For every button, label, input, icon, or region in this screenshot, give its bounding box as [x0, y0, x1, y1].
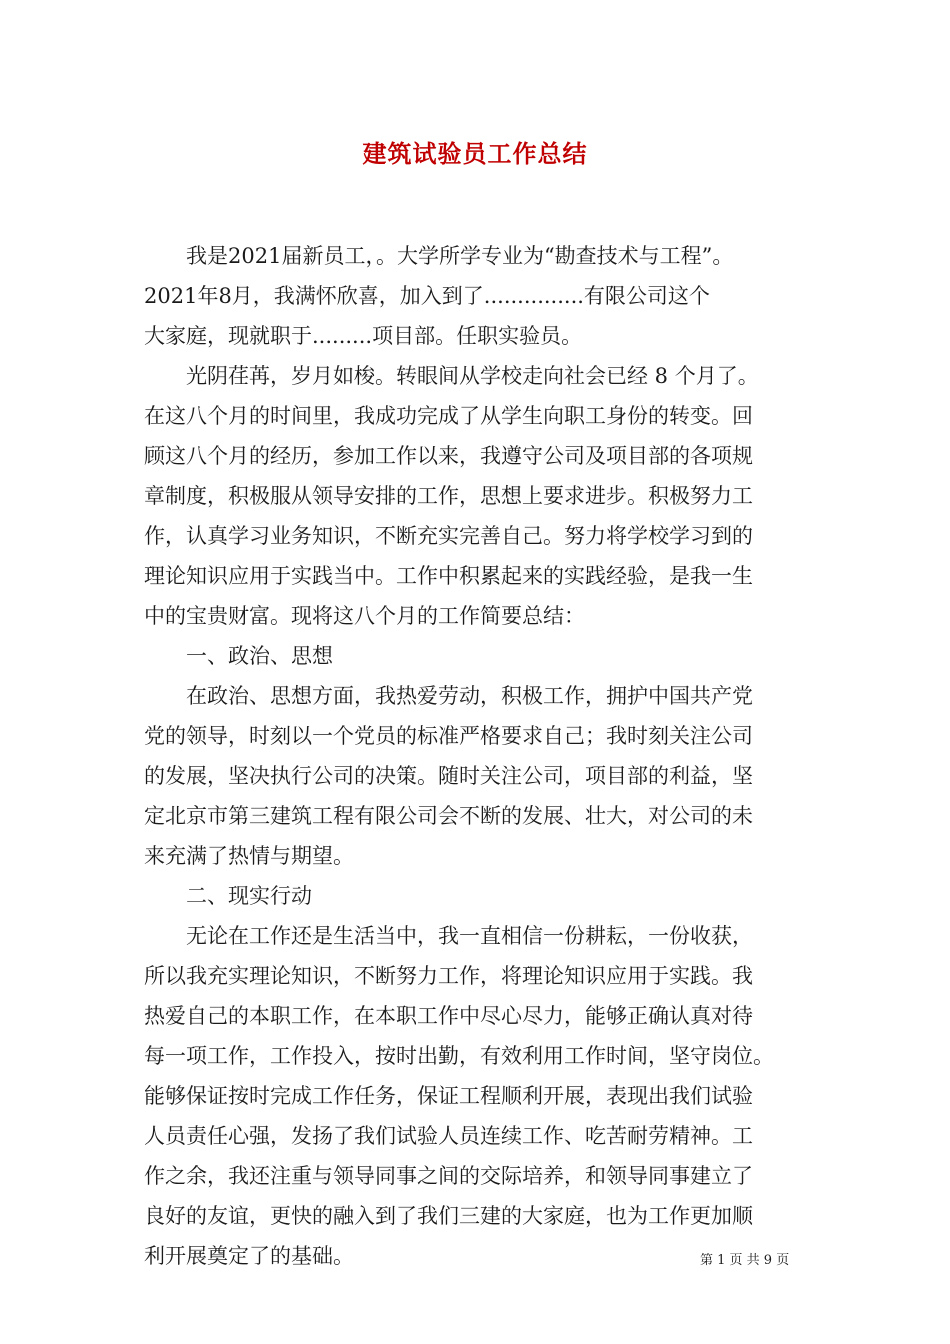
- section-heading: 一、政治、思想: [144, 644, 333, 668]
- document-title: 建筑试验员工作总结: [362, 139, 588, 168]
- body-line: 的发展，坚决执行公司的决策。随时关注公司，项目部的利益，坚: [144, 764, 753, 788]
- body-line: 定北京市第三建筑工程有限公司会不断的发展、壮大，对公司的未: [144, 804, 753, 828]
- body-line: 在政治、思想方面，我热爱劳动，积极工作，拥护中国共产党: [144, 684, 753, 708]
- body-line: 无论在工作还是生活当中，我一直相信一份耕耘，一份收获，: [144, 924, 753, 948]
- body-line: 我是2021届新员工，。大学所学专业为“勘查技术与工程”。: [144, 244, 734, 268]
- body-line: 中的宝贵财富。现将这八个月的工作简要总结：: [144, 604, 585, 628]
- body-line: 能够保证按时完成工作任务，保证工程顺利开展，表现出我们试验: [144, 1084, 753, 1108]
- page-number: 第 1 页 共 9 页: [700, 1253, 790, 1268]
- section-heading: 二、现实行动: [144, 884, 312, 908]
- body-line: 所以我充实理论知识，不断努力工作，将理论知识应用于实践。我: [144, 964, 753, 988]
- body-line: 来充满了热情与期望。: [144, 844, 354, 868]
- document-body: [144, 236, 810, 1276]
- body-line: 热爱自己的本职工作，在本职工作中尽心尽力，能够正确认真对待: [144, 1004, 753, 1028]
- body-line: 作之余，我还注重与领导同事之间的交际培养，和领导同事建立了: [144, 1164, 753, 1188]
- body-line: 理论知识应用于实践当中。工作中积累起来的实践经验，是我一生: [144, 564, 753, 588]
- body-line: 大家庭，现就职于.........项目部。任职实验员。: [144, 324, 583, 348]
- body-line: 良好的友谊，更快的融入到了我们三建的大家庭，也为工作更加顺: [144, 1204, 753, 1228]
- body-line: 光阴荏苒，岁月如梭。转眼间从学校走向社会已经 8 个月了。: [144, 364, 759, 388]
- body-line: 章制度，积极服从领导安排的工作，思想上要求进步。积极努力工: [144, 484, 753, 508]
- body-line: 每一项工作，工作投入，按时出勤，有效利用工作时间，坚守岗位。: [144, 1044, 774, 1068]
- body-line: 在这八个月的时间里，我成功完成了从学生向职工身份的转变。回: [144, 404, 753, 428]
- body-line: 2021年8月，我满怀欣喜，加入到了...............有限公司这个: [144, 284, 710, 308]
- body-line: 顾这八个月的经历，参加工作以来，我遵守公司及项目部的各项规: [144, 444, 753, 468]
- body-line: 党的领导，时刻以一个党员的标准严格要求自己；我时刻关注公司: [144, 724, 753, 748]
- body-line: 人员责任心强，发扬了我们试验人员连续工作、吃苦耐劳精神。工: [144, 1124, 753, 1148]
- body-line: 作，认真学习业务知识，不断充实完善自己。努力将学校学习到的: [144, 524, 753, 548]
- body-line: 利开展奠定了的基础。: [144, 1244, 354, 1268]
